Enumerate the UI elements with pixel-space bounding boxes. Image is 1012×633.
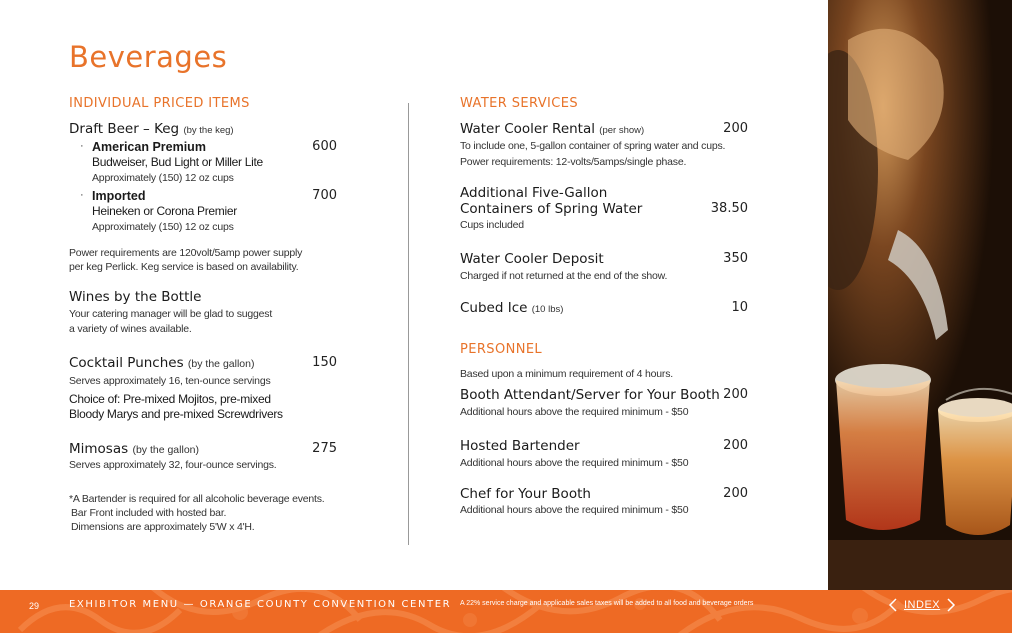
page-title: Beverages xyxy=(69,40,228,74)
american-premium-brands: Budweiser, Bud Light or Miller Lite xyxy=(92,155,263,169)
chevron-left-icon[interactable] xyxy=(888,598,898,612)
additional-containers-title-line1: Additional Five-Gallon xyxy=(460,185,608,201)
water-cooler-rental-price: 200 xyxy=(723,121,748,136)
additional-containers-price: 38.50 xyxy=(710,201,748,216)
index-link[interactable]: INDEX xyxy=(904,599,941,611)
imported-brands: Heineken or Corona Premier xyxy=(92,204,237,218)
imported-title: Imported xyxy=(92,189,146,203)
cocktail-punches-title: Cocktail Punches (by the gallon) xyxy=(69,355,255,371)
wines-line2: a variety of wines available. xyxy=(69,323,192,335)
cocktail-punches-price: 150 xyxy=(312,355,337,370)
additional-containers-title-line2: Containers of Spring Water xyxy=(460,201,643,217)
mimosas-price: 275 xyxy=(312,441,337,456)
beverage-photo xyxy=(828,0,1012,590)
water-cooler-deposit-price: 350 xyxy=(723,251,748,266)
booth-attendant-price: 200 xyxy=(723,387,748,402)
cubed-ice-title: Cubed Ice (10 lbs) xyxy=(460,300,564,316)
water-cooler-rental-line2: Power requirements: 12-volts/5amps/single phase. xyxy=(460,156,687,168)
cocktail-punches-choices-line1: Choice of: Pre-mixed Mojitos, pre-mixed xyxy=(69,392,271,406)
cubed-ice-note: (10 lbs) xyxy=(531,304,564,315)
water-cooler-deposit-line1: Charged if not returned at the end of the show. xyxy=(460,270,668,282)
footer-title: EXHIBITOR MENU — ORANGE COUNTY CONVENTION CENTER xyxy=(69,599,452,610)
cocktail-punches-choices-line2: Bloody Marys and pre-mixed Screwdrivers xyxy=(69,407,283,421)
individual-items-heading: INDIVIDUAL PRICED ITEMS xyxy=(69,96,250,111)
hosted-bartender-price: 200 xyxy=(723,438,748,453)
chef-line1: Additional hours above the required minimum - $50 xyxy=(460,504,689,516)
draft-beer-title: Draft Beer – Keg (by the keg) xyxy=(69,121,234,137)
imported-cups: Approximately (150) 12 oz cups xyxy=(92,221,234,233)
power-note-line1: Power requirements are 120volt/5amp power supply xyxy=(69,247,303,259)
water-services-heading: WATER SERVICES xyxy=(460,96,579,111)
cocktail-punches-note: (by the gallon) xyxy=(187,358,255,370)
imported-price: 700 xyxy=(312,188,337,203)
hosted-bartender-line1: Additional hours above the required minimum - $50 xyxy=(460,457,689,469)
hosted-bartender-title: Hosted Bartender xyxy=(460,438,580,454)
personnel-note: Based upon a minimum requirement of 4 hours. xyxy=(460,368,673,380)
wines-line1: Your catering manager will be glad to suggest xyxy=(69,308,273,320)
chevron-right-icon[interactable] xyxy=(946,598,956,612)
footer-bar xyxy=(0,590,1012,633)
mimosas-servings: Serves approximately 32, four-ounce servings. xyxy=(69,459,277,471)
personnel-heading: PERSONNEL xyxy=(460,342,543,357)
cubed-ice-price: 10 xyxy=(731,300,748,315)
bullet: · xyxy=(80,189,84,201)
water-cooler-deposit-title: Water Cooler Deposit xyxy=(460,251,604,267)
power-note-line2: per keg Perlick. Keg service is based on availability. xyxy=(69,261,299,273)
american-premium-cups: Approximately (150) 12 oz cups xyxy=(92,172,234,184)
wines-title: Wines by the Bottle xyxy=(69,289,202,305)
footer-pattern xyxy=(0,590,1012,633)
water-cooler-rental-title: Water Cooler Rental (per show) xyxy=(460,121,645,137)
water-cooler-rental-line1: To include one, 5-gallon container of spring water and cups. xyxy=(460,140,726,152)
beverage-photo-art xyxy=(828,0,1012,590)
american-premium-title: American Premium xyxy=(92,140,206,154)
booth-attendant-title: Booth Attendant/Server for Your Booth xyxy=(460,387,720,403)
bullet: · xyxy=(80,140,84,152)
additional-containers-line1: Cups included xyxy=(460,219,524,231)
service-charge-note: A 22% service charge and applicable sales taxes will be added to all food and beverage orders xyxy=(460,600,754,607)
draft-beer-note: (by the keg) xyxy=(183,125,234,136)
index-nav xyxy=(888,598,956,612)
page-number: 29 xyxy=(29,601,40,611)
mimosas-note: (by the gallon) xyxy=(132,444,199,456)
footnote-line2: Bar Front included with hosted bar. xyxy=(71,507,227,519)
footnote-line1: *A Bartender is required for all alcoholic beverage events. xyxy=(69,493,325,505)
booth-attendant-line1: Additional hours above the required minimum - $50 xyxy=(460,406,689,418)
column-divider xyxy=(408,103,409,545)
mimosas-title: Mimosas (by the gallon) xyxy=(69,441,199,457)
chef-price: 200 xyxy=(723,486,748,501)
american-premium-price: 600 xyxy=(312,139,337,154)
chef-title: Chef for Your Booth xyxy=(460,486,591,502)
water-cooler-rental-note: (per show) xyxy=(599,125,645,136)
footnote-line3: Dimensions are approximately 5'W x 4'H. xyxy=(71,521,255,533)
cocktail-punches-servings: Serves approximately 16, ten-ounce servings xyxy=(69,375,271,387)
